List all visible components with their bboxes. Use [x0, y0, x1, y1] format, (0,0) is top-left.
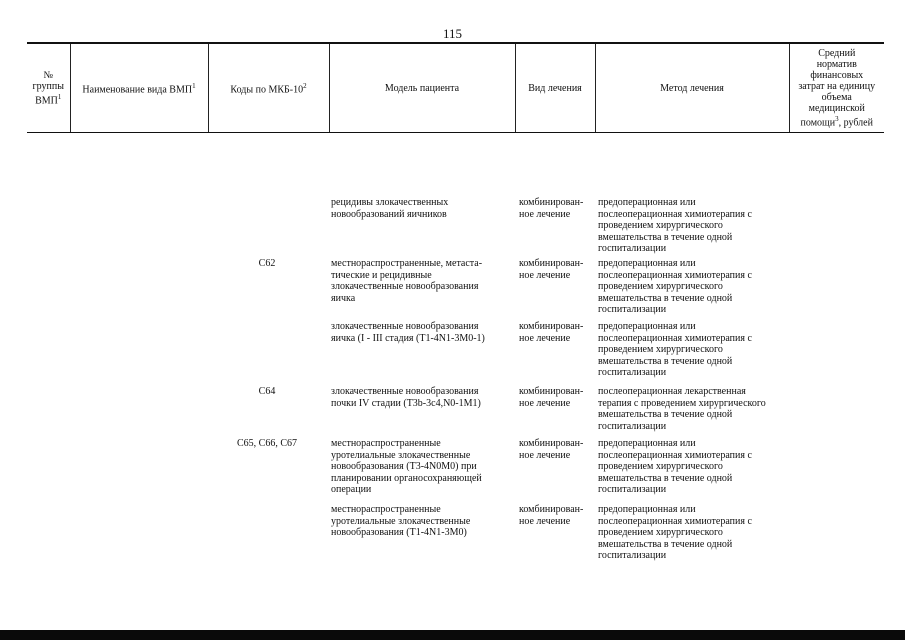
- scan-bottom-edge: [0, 630, 905, 640]
- page-number: 115: [442, 26, 463, 41]
- treatment-method-cell: предоперационная или послеоперационная химиотерапия с проведением хирургического вмешательства в течение одной госпитализации: [598, 197, 752, 255]
- patient-model-cell: злокачественные новообразования яичка (I - III стадия (T1-4N1-3M0-1): [331, 321, 485, 344]
- treatment-method-cell: предоперационная или послеоперационная химиотерапия с проведением хирургического вмешательства в течение одной госпитализации: [598, 258, 752, 316]
- header-average-cost: Средний норматив финансовых затрат на единицу объема медицинской помощи$^3$, рублей: [789, 43, 884, 133]
- header-vmp-name: Наименование вида ВМП$^1$: [70, 43, 208, 133]
- treatment-type-cell: комбинирован- ное лечение: [519, 197, 584, 220]
- icd-code-cell: C62: [258, 258, 276, 269]
- icd-code-cell: C65, C66, C67: [236, 438, 297, 449]
- icd-code-cell: C64: [258, 386, 276, 397]
- treatment-method-cell: послеоперационная лекарственная терапия с проведением хирургического вмешательства в течение одной госпитализации: [598, 386, 766, 432]
- patient-model-cell: местнораспространенные уротелиальные злокачественные новообразования (T3-4N0M0) при планировании органосохраняющей операции: [331, 438, 482, 496]
- patient-model-cell: местнораспространенные, метаста- тические и рецидивные злокачественные новообразования яичка: [331, 258, 483, 304]
- treatment-type-cell: комбинирован- ное лечение: [519, 504, 584, 527]
- treatment-method-cell: предоперационная или послеоперационная химиотерапия с проведением хирургического вмешательства в течение одной госпитализации: [598, 504, 752, 562]
- header-patient-model: Модель пациента: [329, 43, 515, 133]
- header-icd-codes: Коды по МКБ-$10^2$: [208, 43, 329, 133]
- patient-model-cell: рецидивы злокачественных новообразований яичников: [331, 197, 449, 220]
- treatment-type-cell: комбинирован- ное лечение: [519, 321, 584, 344]
- treatment-method-cell: предоперационная или послеоперационная химиотерапия с проведением хирургического вмешательства в течение одной госпитализации: [598, 438, 752, 496]
- header-treatment-type: Вид лечения: [515, 43, 595, 133]
- table-header: [27, 42, 884, 133]
- patient-model-cell: местнораспространенные уротелиальные злокачественные новообразования (T1-4N1-3M0): [331, 504, 471, 539]
- header-treatment-method: Метод лечения: [595, 43, 789, 133]
- treatment-type-cell: комбинирован- ное лечение: [519, 386, 584, 409]
- treatment-type-cell: комбинирован- ное лечение: [519, 258, 584, 281]
- patient-model-cell: злокачественные новообразования почки IV стадии (T3b-3c4,N0-1M1): [331, 386, 481, 409]
- treatment-type-cell: комбинирован- ное лечение: [519, 438, 584, 461]
- treatment-method-cell: предоперационная или послеоперационная химиотерапия с проведением хирургического вмешательства в течение одной госпитализации: [598, 321, 752, 379]
- header-group-number: № группы ВМП$^1$: [27, 43, 70, 133]
